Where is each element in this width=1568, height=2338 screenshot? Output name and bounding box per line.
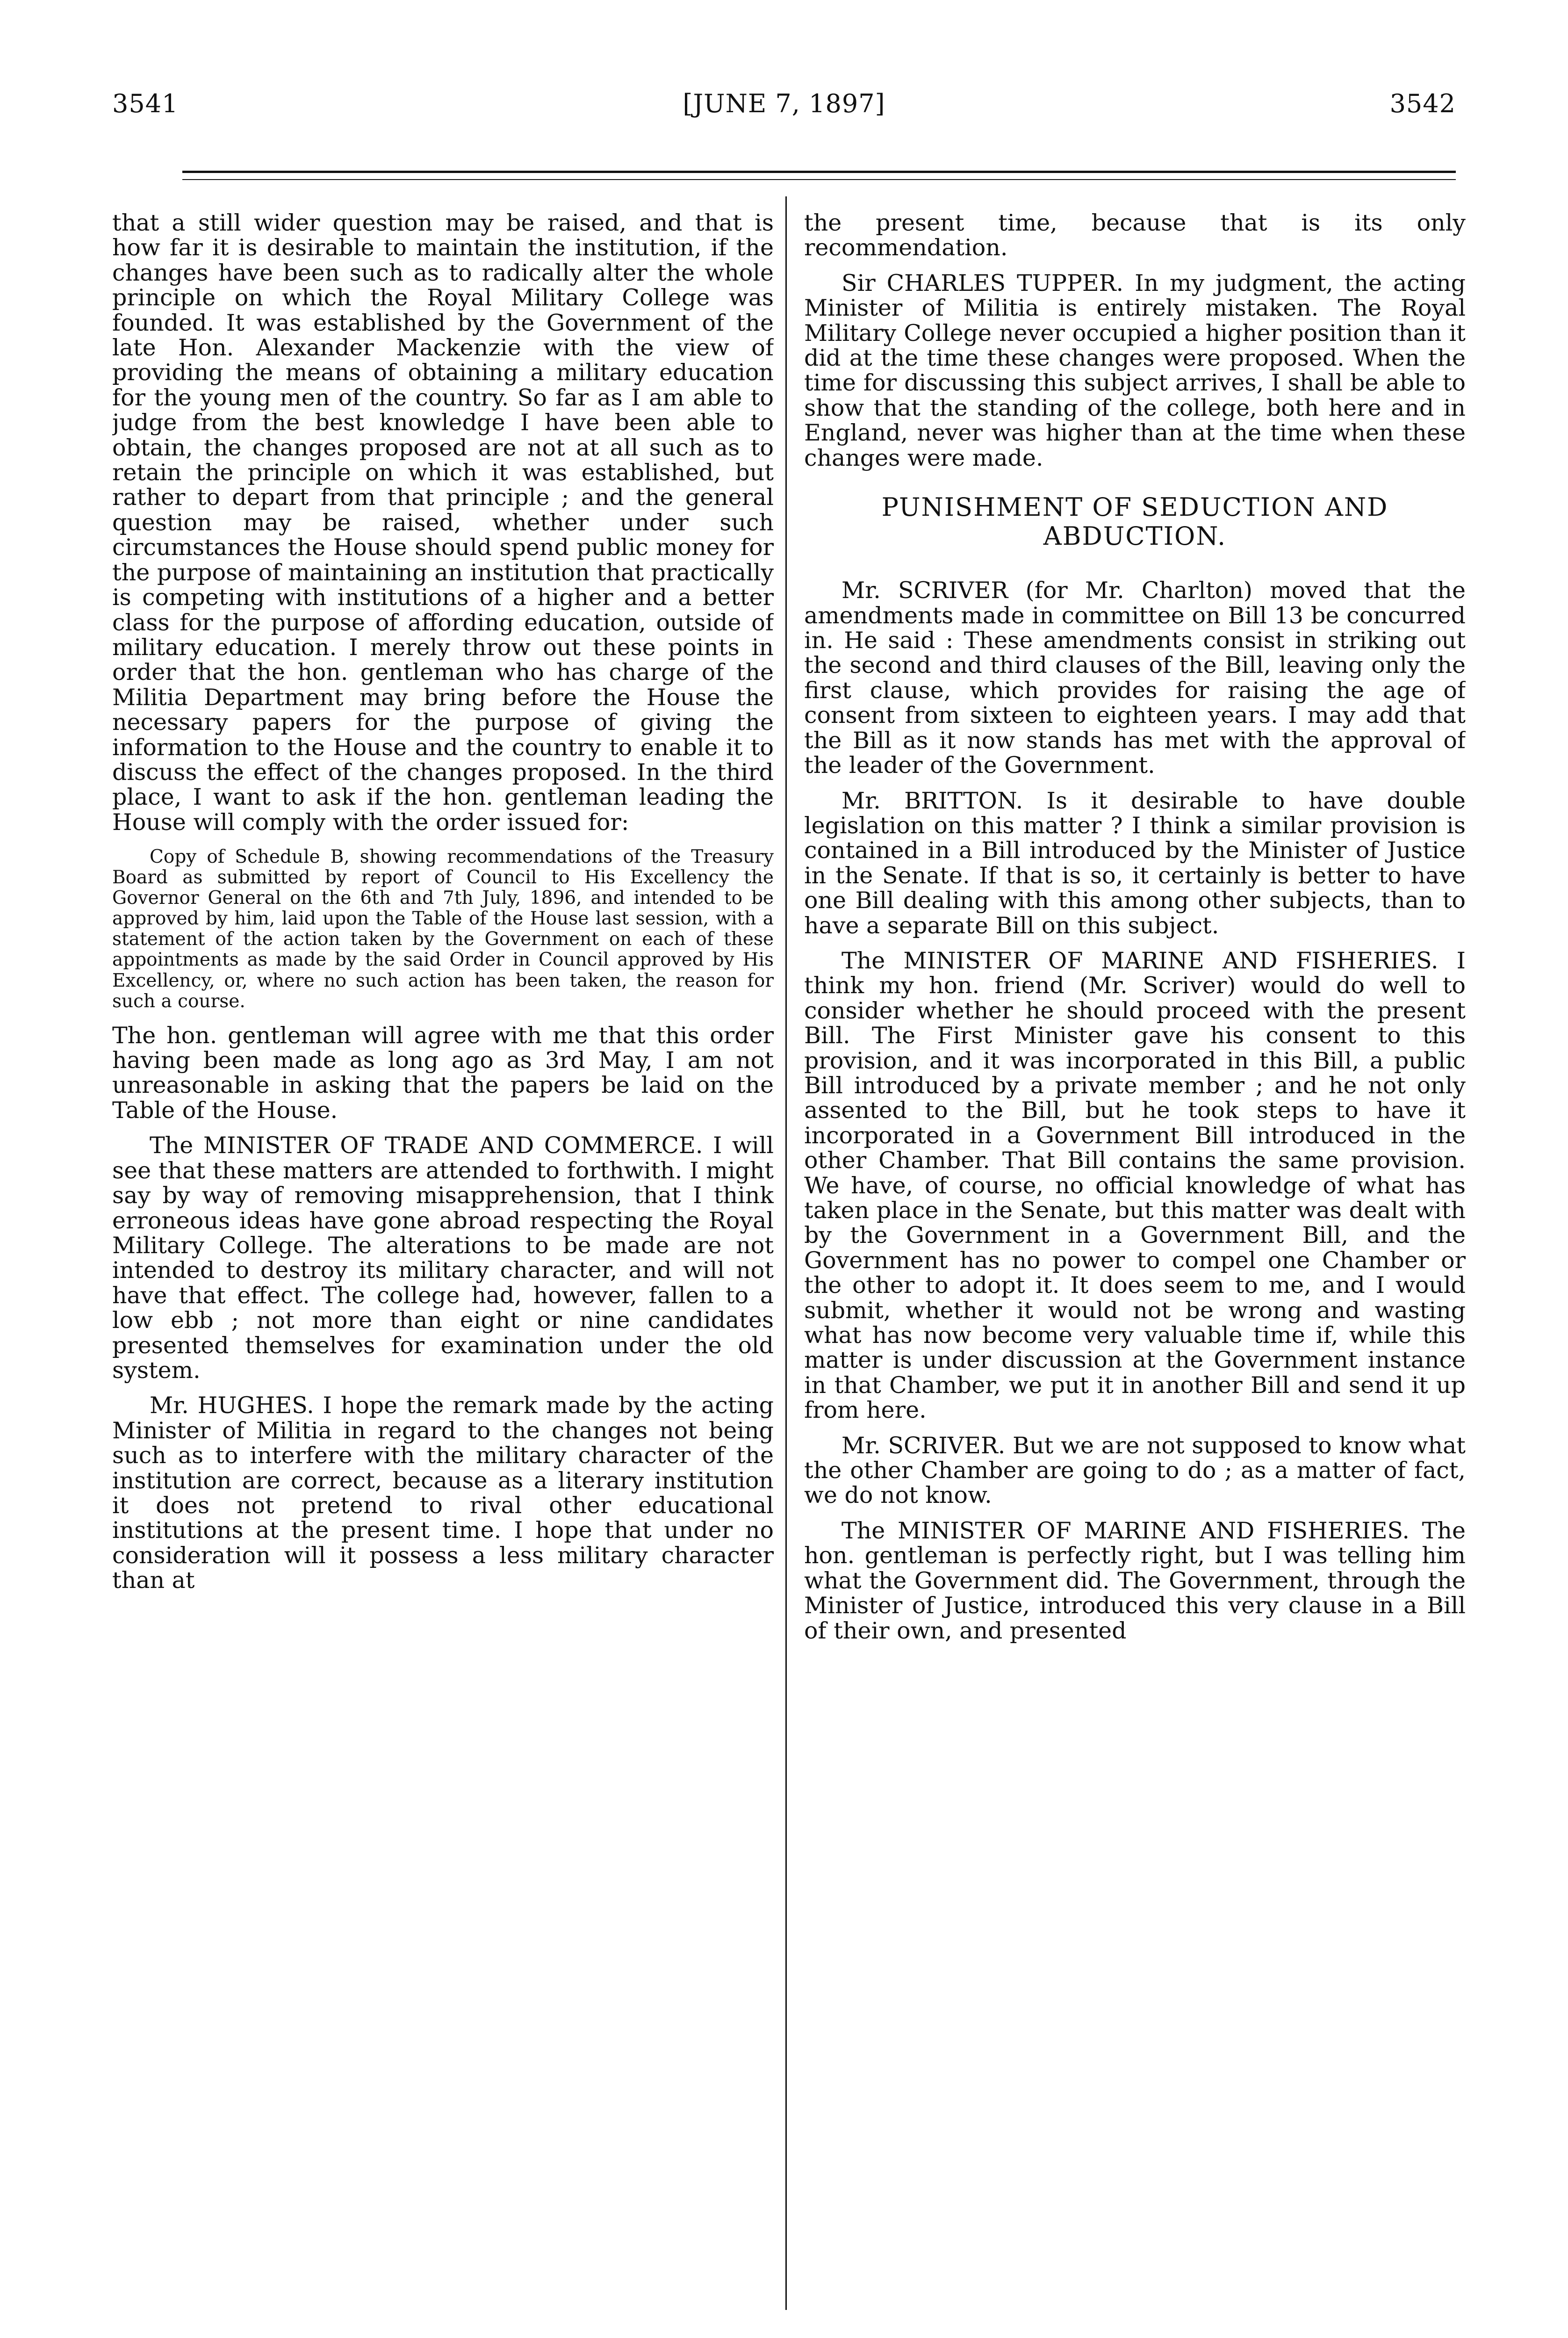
column-divider — [785, 196, 787, 2310]
paragraph: that a still wider question may be raised, and that is how far it is desirable to maintain the institution, if the changes have been such as to radically alter the whole principle on which the Royal Military College was founded. It was established by the Government of the late Hon. Alexander Mackenzie with the view of providing the means of obtaining a military education for the young men of the country. So far as I am able to judge from the best knowledge I have been able to obtain, the changes proposed are not at all such as to retain the principle on which it was established, but rather to depart from that principle ; and the general question may be raised, whether under such circumstances the House should spend public money for the purpose of maintaining an institution that practically is competing with institutions of a higher and a better class for the purpose of affording education, outside of military education. I merely throw out these points in order that the hon. gentleman who has charge of the Militia Department may bring before the House the necessary papers for the purpose of giving the information to the House and the country to enable it to discuss the effect of the changes proposed. In the third place, I want to ask if the hon. gentleman leading the House will comply with the order issued for: — [112, 210, 774, 836]
speech-text: Is it desirable to have double legislation on this matter ? I think a similar provision is contained in a Bill introduced by the Minister of Justice in the Senate. If that is so, it certainly is better to have one Bill dealing with this among other subjects, than to have a separate Bill on this subject. — [804, 787, 1466, 939]
right-column — [804, 210, 1466, 2329]
speaker-name: The MINISTER OF MARINE AND FISHERIES. — [842, 947, 1439, 974]
speech-paragraph — [112, 1133, 774, 1383]
speaker-name: Mr. SCRIVER. — [842, 1432, 1006, 1459]
left-column — [112, 210, 774, 2329]
speech-text: The hon. gentleman is perfectly right, but I was telling him what the Government did. The Government, through the Minister of Justice, introduced this very clause in a Bill of their own, and presented — [804, 1517, 1466, 1644]
paragraph: the present time, because that is its only recommendation. — [804, 210, 1466, 261]
page-header — [112, 89, 1456, 140]
speaker-name: The MINISTER OF MARINE AND FISHERIES. — [842, 1517, 1410, 1544]
speech-paragraph — [804, 1518, 1466, 1643]
speech-text: I hope the remark made by the acting Minister of Militia in regard to the changes not being such as to interfere with the military character of the institution are correct, because as a literary institution it does not pretend to rival other educational institutions at the present time. I hope that under no consideration will it possess a less military character than at — [112, 1392, 774, 1594]
speech-paragraph — [804, 788, 1466, 938]
paragraph: The hon. gentleman will agree with me that this order having been made as long ago as 3rd May, I am not unreasonable in asking that the papers be laid on the Table of the House. — [112, 1022, 774, 1124]
speech-text: But we are not supposed to know what the other Chamber are going to do ; as a matter of fact, we do not know. — [804, 1432, 1466, 1509]
header-rule-thick — [182, 171, 1456, 173]
speech-paragraph — [804, 1433, 1466, 1508]
speaker-name: Mr. SCRIVER — [842, 577, 1008, 604]
speaker-name: Mr. HUGHES. — [150, 1392, 314, 1419]
page-number-left: 3541 — [112, 89, 179, 118]
speaker-name: The MINISTER OF TRADE AND COMMERCE. — [150, 1132, 703, 1159]
page-number-right: 3542 — [1389, 89, 1456, 118]
quoted-order: Copy of Schedule B, showing recommendations of the Treasury Board as submitted by report of Council to His Excellency the Governor General on the 6th and 7th July, 1896, and intended to be approved by him, laid upon the Table of the House last session, with a statement of the action taken by the Government on each of these appointments as made by the said Order in Council approved by His Excellency, or, where no such action has been taken, the reason for such a course. — [112, 846, 774, 1012]
header-rule-thin — [182, 179, 1456, 180]
speaker-name: Mr. BRITTON. — [842, 787, 1023, 814]
speech-text: I think my hon. friend (Mr. Scriver) would do well to consider whether he should proceed with the present Bill. The First Minister gave his consent to this provision, and it was incorporated in this Bill, a public Bill introduced by a private member ; and he not only assented to the Bill, but he took steps to have it incorporated in a Government Bill introduced in the other Chamber. That Bill contains the same provision. We have, of course, no official knowledge of what has taken place in the Senate, but this matter was dealt with by the Government in a Government Bill, and the Government has no power to compel one Chamber or the other to adopt it. It does seem to me, and I would submit, whether it would not be wrong and wasting what has now become very valuable time if, while this matter is under discussion at the Government instance in that Chamber, we put it in another Bill and send it up from here. — [804, 947, 1466, 1424]
speech-paragraph — [804, 948, 1466, 1423]
speech-paragraph — [804, 271, 1466, 470]
speech-paragraph — [804, 578, 1466, 778]
speech-paragraph — [112, 1393, 774, 1593]
speaker-name: Sir CHARLES TUPPER. — [842, 269, 1124, 296]
speech-text: (for Mr. Charlton) moved that the amendments made in committee on Bill 13 be concurred in. He said : These amendments consist in striking out the second and third clauses of the Bill, leaving only the first clause, which provides for raising the age of consent from sixteen to eighteen years. I may add that the Bill as it now stands has met with the approval of the leader of the Government. — [804, 577, 1466, 779]
speech-text: In my judgment, the acting Minister of Militia is entirely mistaken. The Royal Military College never occupied a higher position than it did at the time these changes were proposed. When the time for discussing this subject arrives, I shall be able to show that the standing of the college, both here and in England, never was higher than at the time when these changes were made. — [804, 269, 1466, 471]
page-date: [JUNE 7, 1897] — [683, 89, 885, 118]
speech-text: I will see that these matters are attended to forthwith. I might say by way of removing misapprehension, that I think erroneous ideas have gone abroad respecting the Royal Military College. The alterations to be made are not intended to destroy its military character, and will not have that effect. The college had, however, fallen to a low ebb ; not more than eight or nine candidates presented themselves for examination under the old system. — [112, 1132, 774, 1384]
section-heading: PUNISHMENT OF SEDUCTION AND ABDUCTION. — [881, 492, 1388, 551]
